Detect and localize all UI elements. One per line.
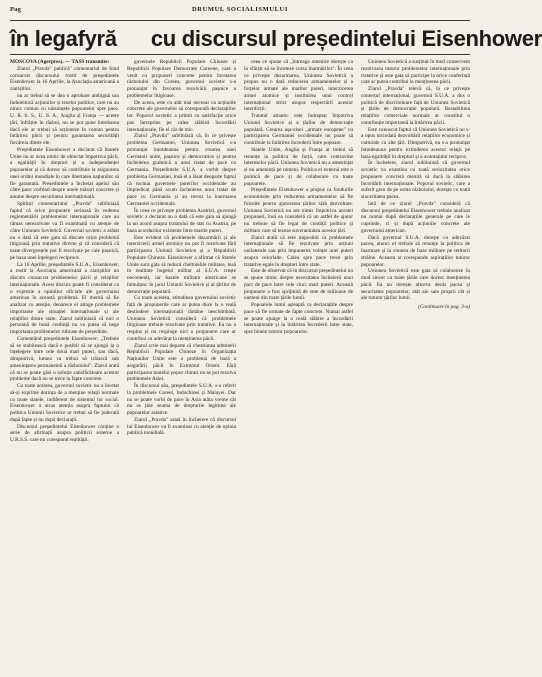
article-paragraph: Uniunea Sovietică a susținut în mod consecvent rezolvarea tuturor problemelor internaționale prin tratative și este gata să participe la orice conferință care ar putea contribui la menținerea păcii. — [361, 59, 470, 86]
article-paragraph: Ziarul „Pravda" subliniază că, în ce privește problema Germaniei, Uniunea Sovietică s-a pronunțat întotdeauna pentru crearea unei Germanii unite, pașnice și democratice și pentru încheierea grabnică a unui tratat de pace cu Germania. Președintele S.U.A. a vorbit despre problema Germaniei, însă el a lăsat deoparte faptul că tocmai guvernele puterilor occidentale au împiedicat până acum încheierea unui tratat de pace cu Germania și au trecut la înarmarea Germaniei occidentale. — [127, 133, 236, 207]
article-paragraph: Popoarele lumii așteaptă ca declarațiile despre pace să fie urmate de fapte concrete. Numai astfel se poate ajunge la o reală slăbire a încordării internaționale și la întărirea încrederii între state, spre binele tuturor popoarelor. — [244, 302, 353, 335]
article-column — [127, 59, 236, 669]
article-paragraph: Spiritul comentariului „Pravda" subliniază faptul că orice propunere serioasă în vederea reglementării problemelor internaționale care au rămas nerezolvate va fi examinată cu atenție de către Uniunea Sovietică. Guvernul sovietic a arătat nu o dată că este gata să discute orice problemă litigioasă prin tratative directe și că consideră că toate divergențele pot fi rezolvate pe cale pașnică, pe baza unei înțelegeri reciproce. — [10, 200, 119, 261]
article-paragraph: În ceea ce privește problema Austriei, guvernul sovietic a declarat nu o dată că este gata să ajungă la un acord asupra tratatului de stat cu Austria, pe baza acordurilor existente între marile puteri. — [127, 207, 236, 234]
article-paragraph: Președintele Eisenhower a propus ca fondurile economisite prin reducerea armamentelor să fie folosite pentru ajutorarea țărilor slab dezvoltate. Uniunea Sovietică nu are nimic împotriva acestei propuneri, însă ea consideră că un astfel de ajutor nu trebuie să fie legat de condiții politice și militare care să lezeze suveranitatea acestor țări. — [244, 187, 353, 234]
article-paragraph: Ziarul „Pravda" relevă că, în ce privește comerțul internațional, guvernul S.U.A. a dus o politică de discriminare față de Uniunea Sovietică și țările de democrație populară. Restabilirea relațiilor comerciale normale ar constitui o contribuție importantă la întărirea păcii. — [361, 86, 470, 126]
article-paragraph: nu ar trebui să se dea o aprobare ambiguă sau îndoielnică acțiunilor și tezelor politice, care nu au nimic comun cu năzuințele popoarelor spre pace. U. R. S. S., U. S. A., Anglia și Franța — aceste țări, înfrățite în război, nu se pot pune întrebarea dacă ele ar trebui să acționeze în comun pentru întărirea păcii și pentru garantarea securității fiecăreia dintre ele. — [10, 92, 119, 146]
page-number: Pag — [10, 6, 22, 13]
running-header — [10, 6, 470, 21]
article-paragraph: Uniunea Sovietică este gata să colaboreze în mod sincer cu toate țările care doresc menținerea păcii. Ea nu dorește altceva decât pacea și securitatea popoarelor, atât ale sale proprii cât și ale tuturor țărilor lumii. — [361, 268, 470, 302]
article-paragraph: Cu toate acestea, guvernul sovietic nu a încetat să-și exprime dorința de a menține relații normale cu toate statele, indiferent de sistemul lor social. Eisenhower a atras atenția asupra faptului că politica Uniunii Sovietice ar trebui să fie judecată după fapte și nu după declarații. — [10, 383, 119, 423]
article-paragraph: Președintele Eisenhower a declarat că Statele Unite nu ar avea nimic de obiectat împotriva păcii, a egalității în drepturi și a independenței popoarelor și că doresc să contribuie la asigurarea unei ordini mondiale în care libertatea națiunilor să fie garantată. Președintele a încheiat apelul său către pace vorbind despre unele măsuri concrete și anume despre securitatea internațională. — [10, 146, 119, 200]
article-paragraph: Ziarul scrie mai departe că chestiunea admiterii Republicii Populare Chineze în Organizația Națiunilor Unite este o problemă de bază a asigurării păcii în Extremul Orient. Fără participarea marelui popor chinez nu se pot rezolva problemele Asiei. — [127, 342, 236, 383]
article-paragraph: Ziarul „Pravda" publică" comentariul de fond consacrat discursului rostit de președintele Eisenhower la 16 Aprilie, la Asociația americană a ziariștilor. — [10, 65, 119, 92]
article-paragraph: Este evident că problemele dezarmării și ale interzicerii armei atomice nu pot fi rezolvate fără participarea Uniunii Sovietice și a Republicii Populare Chineze. Eisenhower a afirmat că Statele Unite sunt gata să reducă cheltuielile militare, însă în realitate bugetul militar al S.U.A. crește necontenit, iar bazele militare americane se înmulțesc în jurul Uniunii Sovietice și al țărilor de democrație populară. — [127, 234, 236, 295]
headline-right: cu discursul președintelui Eisenhower — [150, 26, 542, 51]
article-paragraph: Este cunoscut faptul că Uniunea Sovietică nu s-a opus niciodată dezvoltării relațiilor economice și culturale cu alte țări. Dimpotrivă, ea s-a pronunțat întotdeauna pentru extinderea acestor relații pe baza egalității în drepturi și a avantajului reciproc. — [361, 126, 470, 160]
article-paragraph: În încheiere, ziarul subliniază că guvernul sovietic va examina cu toată seriozitatea orice propunere concretă menită să ducă la slăbirea încordării internaționale. Poporul sovietic, care a suferit greu de pe urma războiului, dorește cu toată sinceritatea pacea. — [361, 160, 470, 200]
article-columns — [10, 59, 470, 669]
article-paragraph: Comentând președintele Eisenhower: „Trebuie să se stabilească dacă e posibil să se ajungă la o înțelegere între cele două mari puteri, sau dacă, dimpotrivă, lumea va trebui să trăiască sub amenințarea permanentă a războiului". Ziarul arată că nu se poate găsi o soluție satisfăcătoare acestor probleme dacă nu se trece la fapte concrete. — [10, 335, 119, 383]
article-paragraph: Dacă guvernul S.U.A. dorește cu adevărat pacea, atunci el trebuie să renunțe la politica de înarmare și la crearea de baze militare pe teritorii străine. Aceasta ar corespunde aspirațiilor tuturor popoarelor. — [361, 234, 470, 268]
article-column — [244, 59, 353, 669]
article-paragraph: De aceea, este cu atât mai necesar ca acțiunile concrete ale guvernelor să corespundă declarațiilor lor. Poporul sovietic a primit cu satisfacție orice pas întreprins pe calea slăbirii încordării internaționale, fie el cât de mic. — [127, 99, 236, 133]
article-paragraph: Discursul președintelui Eisenhower conține o serie de afirmații asupra politicii externe a U.R.S.S. care nu corespund realității. — [10, 423, 119, 443]
headline-left: în legafyră — [10, 26, 117, 51]
article-paragraph: ceea ce spune că „întreaga omenire dorește ca în sfârșit să se înceteze cursa înarmărilor". În ceea ce privește dezarmarea, Uniunea Sovietică a propus nu o dată reducerea armamentelor și a forțelor armate ale marilor puteri, interzicerea armei atomice și instituirea unui control internațional strict asupra respectării acestor interdicții. — [244, 59, 353, 113]
article-paragraph: Iată de ce ziarul „Pravda" consideră că discursul președintelui Eisenhower trebuie analizat nu numai după declarațiile generale pe care le cuprinde, ci și după acțiunile concrete ale guvernului american. — [361, 200, 470, 234]
headline — [10, 24, 542, 54]
article-column — [361, 59, 470, 669]
article-paragraph: Ziarul „Pravda" arată în încheiere că discursul lui Eisenhower va fi examinat cu atenție de opinia publică mondială. — [127, 416, 236, 437]
article-paragraph: Este de observat că în discursul președintelui nu se spune nimic despre necesitatea încheierii unui pact de pace între cele cinci mari puteri. Această propunere a fost sprijinită de sute de milioane de oameni din toate țările lumii. — [244, 268, 353, 302]
article-paragraph: Statele Unite, Anglia și Franța ar trebui să renunțe la politica de forță, care contravine intereselor păcii. Uniunea Sovietică nu a amenințat și nu amenință pe nimeni. Politica ei externă este o politică de pace și de colaborare cu toate popoarele. — [244, 146, 353, 187]
newspaper-name: DRUMUL SOCIALISMULUI — [192, 6, 288, 13]
headline-rule — [10, 54, 470, 55]
continuation-note: (Continuare în pag. 3-a) — [418, 304, 470, 310]
article-paragraph: Ziarul arată că este imposibil ca problemele internaționale să fie rezolvate prin acțiuni unilaterale sau prin impunerea voinței unei puteri asupra celorlalte. Calea spre pace trece prin tratative egale în drepturi între state. — [244, 234, 353, 268]
article-paragraph: guvernele Republicii Populare Chineze și Republicii Populare Democrate Coreene, care a venit cu propuneri concrete pentru încetarea războiului din Coreea, guvernul sovietic s-a pronunțat în favoarea rezolvării pașnice a problemelor litigioase. — [127, 59, 236, 99]
dateline: MOSCOVA (Agerpres). — TASS transmite: — [10, 59, 110, 65]
article-paragraph: La 16 Aprilie, președintele S.U.A., Eisenhower, a rostit la Asociația americană a ziariștilor un discurs consacrat problemelor păcii și relațiilor internaționale. Acest discurs poate fi considerat ca o expresie a opiniilor oficiale ale guvernului american în această problemă. El merită să fie analizat cu atenție, deoarece el atinge problemele importante ale situației internaționale și ale relațiilor dintre state. Ziarul subliniază că nici o persoană de bună credință nu va putea să nege importanța problemelor ridicate de președinte. — [10, 261, 119, 335]
article-paragraph: Tratatul atlantic este îndreptat împotriva Uniunii Sovietice și a țărilor de democrație populară. Crearea așa-zisei „armate europene" cu participarea Germaniei occidentale nu poate să contribuie la întărirea încrederii între popoare. — [244, 113, 353, 146]
article-paragraph: Cu toate acestea, atitudinea guvernului sovietic față de propunerile care ar putea duce la o reală destindere internațională rămâne neschimbată. Uniunea Sovietică consideră că problemele litigioase trebuie rezolvate prin tratative. Ea nu a respins și nu respinge nici o propunere care ar contribui cu adevărat la menținerea păcii. — [127, 295, 236, 342]
article-column — [10, 59, 119, 669]
article-paragraph: În discursul său, președintele S.U.A. s-a referit la problemele Coreei, Indochinei și Malayei. Dar nu se poate vorbi de pace în Asia atâta vreme cât nu se ține seama de drepturile legitime ale popoarelor asiatice. — [127, 383, 236, 416]
